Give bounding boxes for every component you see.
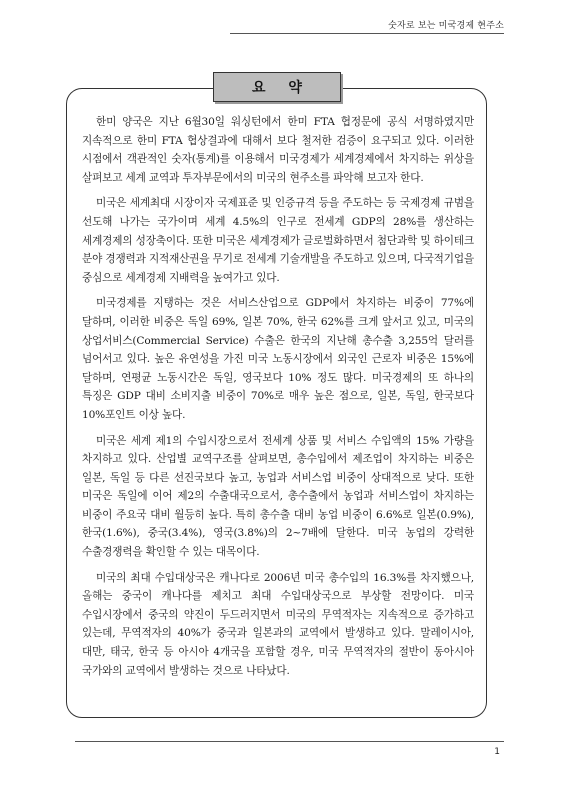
summary-title-bar [213,72,341,102]
summary-content [82,113,474,687]
page-number: 1 [494,747,500,757]
paragraph-2: 미국은 세계최대 시장이자 국제표준 및 인증규격 등을 주도하는 등 국제경제 규범을 선도해 나가는 국가이며 세계 4.5%의 인구로 전세계 GDP의 28%를 생산하는 세계경제의 성장축이다. 또한 미국은 세계경제가 글로벌화하면서 첨단과학 및 하이테크 분야 경쟁력과 지적재산권을 무기로 전세계 기술개발을 주도하고 있으며, 다국적기업을 중심으로 세계경제 지배력을 높여가고 있다. [82,197,474,284]
paragraph-1: 한미 양국은 지난 6월30일 워싱턴에서 한미 FTA 협정문에 공식 서명하였지만 지속적으로 한미 FTA 협상결과에 대해서 보다 철저한 검증이 요구되고 있다. 이러한 시점에서 객관적인 숫자(통계)를 이용해서 미국경제가 세계경제에서 차지하는 위상을 살펴보고 세계 교역과 투자부문에서의 미국의 현주소를 파악해 보고자 한다. [82,116,474,184]
summary-title: 요 약 [252,80,311,96]
running-header: 숫자로 보는 미국경제 현주소 [388,21,504,31]
header-rule [230,33,504,34]
paragraph-3: 미국경제를 지탱하는 것은 서비스산업으로 GDP에서 차지하는 비중이 77%에 달하며, 이러한 비중은 독일 69%, 일본 70%, 한국 62%를 크게 앞서고 있고, 미국의 상업서비스(Commercial Service) 수출은 한국의 지난해 총수출 3,255억 달러를 넘어서고 있다. 높은 유연성을 가진 미국 노동시장에서 외국인 근로자 비중은 15%에 달하며, 연평균 노동시간은 독일, 영국보다 10% 정도 많다. 미국경제의 또 하나의 특징은 GDP 대비 소비지출 비중이 70%로 매우 높은 점으로, 일본, 독일, 한국보다 10%포인트 이상 높다. [82,297,474,421]
paragraph-5: 미국의 최대 수입대상국은 캐나다로 2006년 미국 총수입의 16.3%를 차지했으나, 올해는 중국이 캐나다를 제치고 최대 수입대상국으로 부상할 전망이다. 미국 수입시장에서 중국의 약진이 두드러지면서 미국의 무역적자는 지속적으로 증가하고 있는데, 무역적자의 40%가 중국과 일본과의 교역에서 발생하고 있다. 말레이시아, 대만, 태국, 한국 등 아시아 4개국을 포함할 경우, 미국 무역적자의 절반이 동아시아 국가와의 교역에서 발생하는 것으로 나타났다. [82,571,474,677]
paragraph-4: 미국은 세계 제1의 수입시장으로서 전세계 상품 및 서비스 수입액의 15% 가량을 차지하고 있다. 산업별 교역구조를 살펴보면, 총수입에서 제조업이 차지하는 비중은 일본, 독일 등 다른 선진국보다 높고, 농업과 서비스업 비중이 상대적으로 낮다. 또한 미국은 독일에 이어 제2의 수출대국으로서, 총수출에서 농업과 서비스업이 차지하는 비중이 주요국 대비 월등히 높다. 특히 총수출 대비 농업 비중이 6.6%로 일본(0.9%), 한국(1.6%), 중국(3.4%), 영국(3.8%)의 2~7배에 달한다. 미국 농업의 강력한 수출경쟁력을 확인할 수 있는 대목이다. [82,434,474,559]
footer-rule [75,741,504,742]
